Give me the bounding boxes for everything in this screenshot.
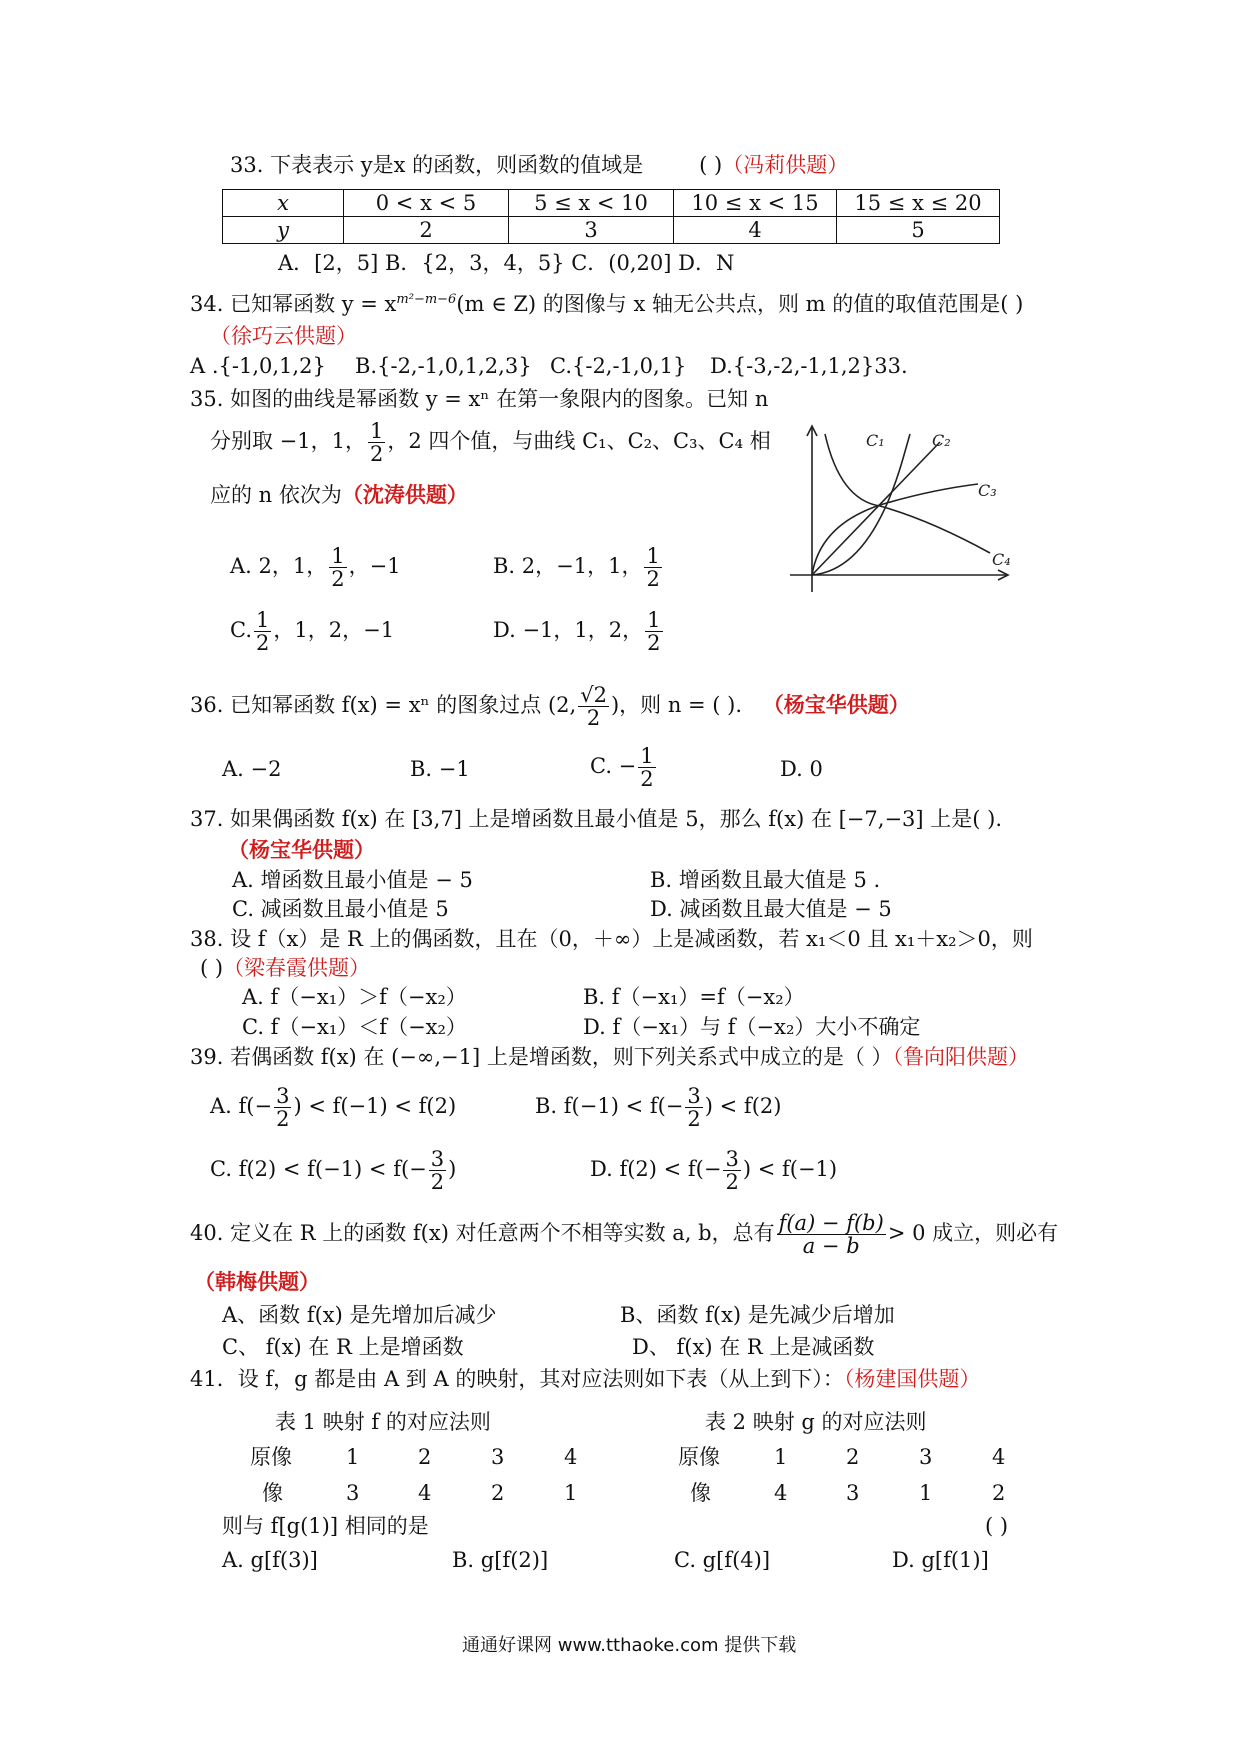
q35-option-b: B. 2，−1，1， $\frac{1}{2}$ (493, 544, 660, 592)
q37-option-d: D. 减函数且最大值是 − 5 (650, 897, 892, 921)
q35-line1: 35. 如图的曲线是幂函数 y = xⁿ 在第一象限内的图象。已知 n (190, 387, 769, 411)
q36-option-c: C. − $\frac{1}{2}$ (590, 744, 654, 792)
q41-t1-r2-c4: 1 (564, 1481, 578, 1505)
q41-table2-title: 表 2 映射 g 的对应法则 (705, 1410, 927, 1434)
q41-t1-r1-c1: 1 (346, 1445, 360, 1469)
q41-option-c: C. g[f(4)] (674, 1548, 771, 1572)
q35-option-c: C. $\frac{1}{2}$ ，1，2，−1 (230, 608, 395, 656)
q33-cell-2: 3 (509, 217, 674, 244)
q35-option-d: D. −1，1，2， $\frac{1}{2}$ (493, 608, 661, 656)
q33-table (222, 189, 1000, 244)
page-footer: 通通好课网 www.tthaoke.com 提供下载 (462, 1635, 797, 1656)
q33-cell-4: 5 (837, 217, 1000, 244)
q34-stem: 34. 已知幂函数 $y = x^{m^2-m-6}(m$ ∈ Z) 的图像与 x 轴无公共点，则 m 的值的取值范围是( ) (190, 292, 1024, 316)
q36-stem: 36. 已知幂函数 f(x) = xⁿ 的图象过点 (2, $\frac{√2}{2}$ )，则 n = ( ). （杨宝华供题） (190, 683, 910, 731)
q41-t1-r2-c1: 3 (346, 1481, 360, 1505)
q33-stem: 33. 下表表示 y是x 的函数，则函数的值域是 ( )（冯莉供题） (230, 153, 849, 177)
q40-option-c: C、 f(x) 在 R 上是增函数 (222, 1335, 464, 1359)
q41-t1-r2-label: 像 (262, 1481, 283, 1505)
q41-t1-r1-c2: 2 (418, 1445, 432, 1469)
q41-option-a: A. g[f(3)] (222, 1548, 318, 1572)
q34-option-b: B.{-2,-1,0,1,2,3} (355, 354, 532, 378)
curve-c3 (812, 484, 978, 575)
q39-option-b: B. f(−1) < f(− $\frac{3}{2}$ ) < f(2) (535, 1084, 782, 1132)
q35-power-function-graph (780, 420, 1020, 605)
q40-source: （韩梅供题） (194, 1269, 320, 1294)
q37-source: （杨宝华供题） (228, 837, 375, 862)
q33-header-3: 10 ≤ x < 15 (674, 190, 837, 217)
q35-option-a: A. 2，1， $\frac{1}{2}$ ，−1 (230, 544, 401, 592)
q41-t2-r1-label: 原像 (678, 1445, 720, 1469)
q37-option-b: B. 增函数且最大值是 5 . (650, 868, 881, 892)
q34-option-c: C.{-2,-1,0,1} (550, 354, 687, 378)
q38-option-b: B. f（−x₁）=f（−x₂） (583, 985, 805, 1009)
q37-option-c: C. 减函数且最小值是 5 (232, 897, 449, 921)
q34-option-a: A .{-1,0,1,2} (190, 354, 326, 378)
q38-option-c: C. f（−x₁）＜f（−x₂） (242, 1015, 467, 1039)
q33-header-4: 15 ≤ x ≤ 20 (837, 190, 1000, 217)
q37-option-a: A. 增函数且最小值是 − 5 (232, 868, 473, 892)
q36-option-d: D. 0 (780, 757, 823, 781)
q41-paren: ( ) (985, 1514, 1009, 1538)
q41-t1-r1-label: 原像 (250, 1445, 292, 1469)
q33-cell-1: 2 (344, 217, 509, 244)
q41-t2-r2-c4: 2 (992, 1481, 1006, 1505)
q37-stem: 37. 如果偶函数 f(x) 在 [3,7] 上是增函数且最小值是 5，那么 f(x) 在 [−7,−3] 上是( ). (190, 807, 1003, 831)
q33-header-2: 5 ≤ x < 10 (509, 190, 674, 217)
q39-option-a: A. f(− $\frac{3}{2}$ ) < f(−1) < f(2) (210, 1084, 457, 1132)
q41-t1-r1-c3: 3 (491, 1445, 505, 1469)
q41-stem: 41．设 f，g 都是由 A 到 A 的映射，其对应法则如下表（从上到下）：（杨建国供题） (190, 1367, 981, 1391)
label-c2: C₂ (932, 431, 951, 450)
q41-t2-r1-c3: 3 (919, 1445, 933, 1469)
q39-option-c: C. f(2) < f(−1) < f(− $\frac{3}{2}$ ) (210, 1147, 457, 1195)
q41-table1-title: 表 1 映射 f 的对应法则 (275, 1410, 491, 1434)
q41-t2-r1-c1: 1 (774, 1445, 788, 1469)
q38-option-d: D. f（−x₁）与 f（−x₂）大小不确定 (583, 1015, 921, 1039)
q41-option-b: B. g[f(2)] (452, 1548, 549, 1572)
q34-option-d: D.{-3,-2,-1,1,2}33. (710, 354, 908, 378)
q38-option-a: A. f（−x₁）＞f（−x₂） (242, 985, 467, 1009)
q40-option-b: B、函数 f(x) 是先减少后增加 (620, 1303, 895, 1327)
label-c3: C₃ (978, 481, 997, 500)
q40-option-a: A、函数 f(x) 是先增加后减少 (222, 1303, 497, 1327)
q41-t2-r2-c1: 4 (774, 1481, 788, 1505)
q40-stem: 40. 定义在 R 上的函数 f(x) 对任意两个不相等实数 a, b，总有 $\frac{f(a) - f(b)}{a - b}$ > 0 成立，则必有 (190, 1211, 1059, 1259)
q38-stem: 38. 设 f（x）是 R 上的偶函数，且在（0，＋∞）上是减函数，若 x₁＜0 且 x₁＋x₂＞0，则 (190, 927, 1033, 951)
q41-t2-r2-label: 像 (690, 1481, 711, 1505)
q40-option-d: D、 f(x) 在 R 上是减函数 (632, 1335, 875, 1359)
q39-option-d: D. f(2) < f(− $\frac{3}{2}$ ) < f(−1) (590, 1147, 838, 1195)
q41-t2-r1-c4: 4 (992, 1445, 1006, 1469)
curve-c1 (812, 434, 910, 575)
curve-c2 (812, 442, 940, 575)
q34-source: （徐巧云供题） (210, 324, 357, 348)
q33-header-1: 0 < x < 5 (344, 190, 509, 217)
q35-line2: 分别取 −1，1， $\frac{1}{2}$ ，2 四个值，与曲线 C₁、C₂、C₃、C₄ 相 (210, 419, 771, 467)
q41-t2-r1-c2: 2 (846, 1445, 860, 1469)
label-c1: C₁ (866, 431, 885, 450)
q33-header-x: x (223, 190, 344, 217)
q41-t1-r1-c4: 4 (564, 1445, 578, 1469)
label-c4: C₄ (992, 550, 1011, 569)
q33-options: A．[2，5] B．{2，3，4，5} C．(0,20] D．N (278, 251, 735, 275)
q41-ask: 则与 f[g(1)] 相同的是 (222, 1514, 429, 1538)
q41-t2-r2-c2: 3 (846, 1481, 860, 1505)
q33-cell-3: 4 (674, 217, 837, 244)
q39-stem: 39. 若偶函数 f(x) 在 (−∞,−1] 上是增函数，则下列关系式中成立的是（ ）（鲁向阳供题） (190, 1045, 1030, 1069)
q36-option-a: A. −2 (222, 757, 282, 781)
q36-option-b: B. −1 (410, 757, 470, 781)
q41-t2-r2-c3: 1 (919, 1481, 933, 1505)
q41-t1-r2-c3: 2 (491, 1481, 505, 1505)
q41-t1-r2-c2: 4 (418, 1481, 432, 1505)
q35-line3: 应的 n 依次为（沈涛供题） (210, 482, 468, 507)
q33-row-y: y (223, 217, 344, 244)
q41-option-d: D. g[f(1)] (892, 1548, 989, 1572)
q38-paren: ( )（梁春霞供题） (200, 956, 371, 980)
